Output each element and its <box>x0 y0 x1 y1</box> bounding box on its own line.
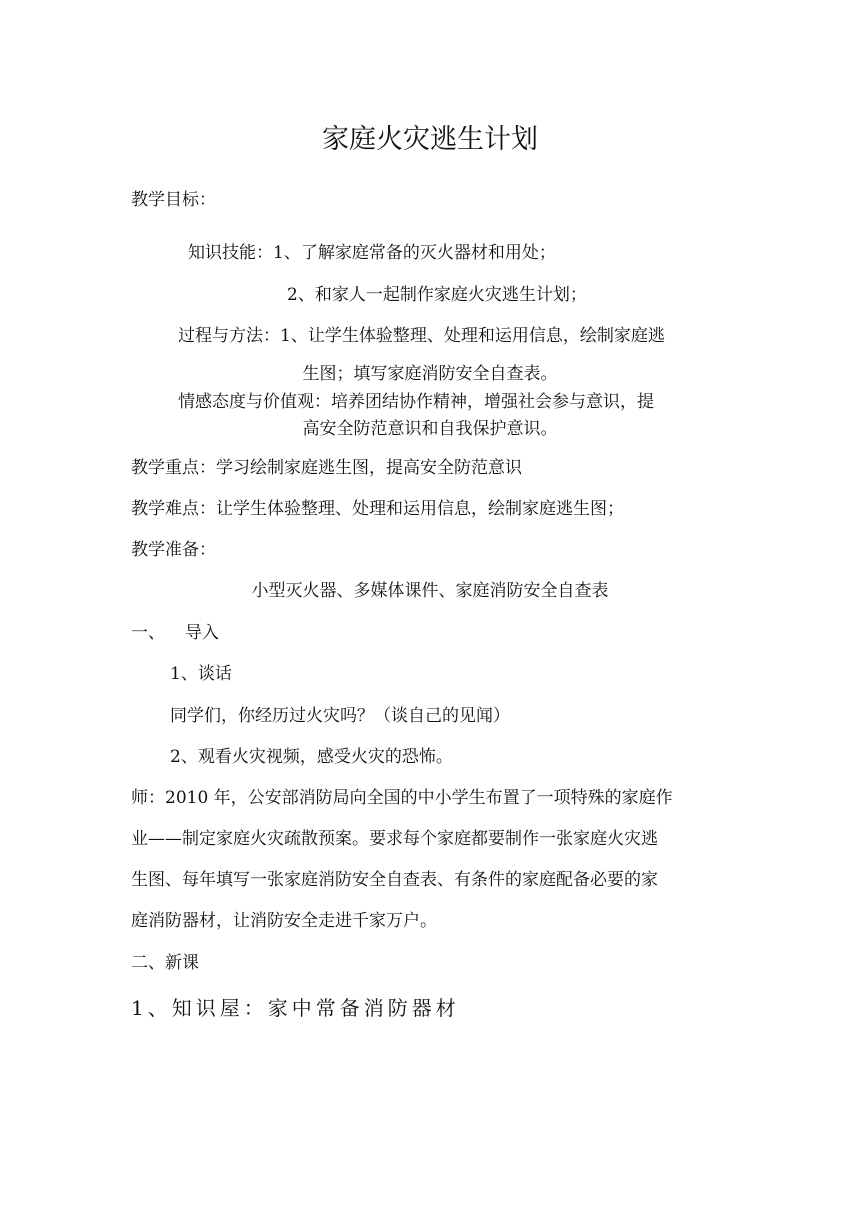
teacher-paragraph-line-3: 生图、每年填写一张家庭消防安全自查表、有条件的家庭配备必要的家 <box>131 870 658 890</box>
goals-process-line-2: 生图；填写家庭消防安全自查表。 <box>302 364 558 384</box>
difficulty: 教学难点：让学生体验整理、处理和运用信息，绘制家庭逃生图； <box>131 499 624 519</box>
section1-item1-text: 同学们，你经历过火灾吗？（谈自己的见闻） <box>170 706 510 726</box>
section2-subheading: 1、知识屋：家中常备消防器材 <box>131 996 460 1020</box>
section1-item2: 2、观看火灾视频，感受火灾的恐怖。 <box>170 747 453 767</box>
section2-heading: 二、新课 <box>131 953 199 973</box>
goals-label: 教学目标： <box>131 190 216 210</box>
key-point: 教学重点：学习绘制家庭逃生图，提高安全防范意识 <box>131 458 522 478</box>
goals-knowledge-line-2: 2、和家人一起制作家庭火灾逃生计划； <box>287 285 587 305</box>
prep-label: 教学准备： <box>131 540 216 560</box>
teacher-paragraph-line-2: 业——制定家庭火灾疏散预案。要求每个家庭都要制作一张家庭火灾逃 <box>131 829 658 849</box>
goals-knowledge-line-1: 知识技能：1、了解家庭常备的灭火器材和用处； <box>188 243 556 263</box>
document-title: 家庭火灾逃生计划 <box>322 124 538 155</box>
teacher-paragraph-line-4: 庭消防器材，让消防安全走进千家万户。 <box>131 911 437 931</box>
goals-process-line-1: 过程与方法：1、让学生体验整理、处理和运用信息，绘制家庭逃 <box>178 326 665 346</box>
section1-heading: 导入 <box>185 623 219 643</box>
goals-emotion-line-1: 情感态度与价值观：培养团结协作精神，增强社会参与意识，提 <box>178 392 654 412</box>
section1-item1: 1、谈话 <box>170 664 232 684</box>
section1-number: 一、 <box>131 623 165 643</box>
prep-items: 小型灭火器、多媒体课件、家庭消防安全自查表 <box>251 581 609 601</box>
teacher-paragraph-line-1: 师：2010 年，公安部消防局向全国的中小学生布置了一项特殊的家庭作 <box>131 788 673 808</box>
goals-emotion-line-2: 高安全防范意识和自我保护意识。 <box>302 419 558 439</box>
